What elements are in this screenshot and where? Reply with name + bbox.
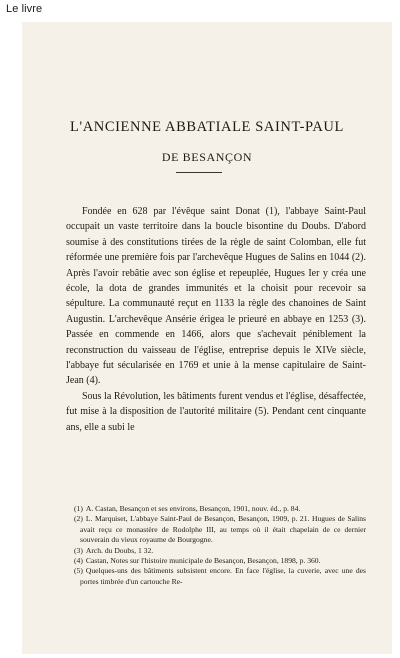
footnotes	[66, 504, 366, 587]
watermark-text: Le livre	[6, 3, 43, 15]
book-page	[22, 22, 392, 654]
footnote-text: L. Marquiset, L'abbaye Saint-Paul de Besançon, Besançon, 1909, p. 21. Hugues de Salins avait reçu ce monastère de Rodolphe III, au temps où il était chapelain de ce dernier souverain du vieux royaume de Bourgogne.	[80, 514, 366, 545]
paragraph: Fondée en 628 par l'évêque saint Donat (1), l'abbaye Saint-Paul occupait un vaste territoire dans la boucle bisontine du Doubs. D'abord soumise à des constitutions tirées de la règle de saint Colomban, elle fut réformée une première fois par l'archevêque Hugues de Salins en 1044 (2). Après l'avoir rebâtie avec son église et repeuplée, Hugues Ier y créa une école, la dota de grandes immunités et la choisit pour recevoir sa sépulture. La communauté reçut en 1133 la règle des chanoines de Saint Augustin. L'archevêque Ansérie érigea le prieuré en abbaye en 1253 (3). Passée en commende en 1466, alors que s'achevait péniblement la reconstruction du vaisseau de l'église, entreprise depuis le XIVe siècle, l'abbaye fut sécularisée en 1769 et unie à la mense capitulaire de Saint-Jean (4).	[66, 206, 366, 387]
footnote	[66, 556, 366, 566]
footnote-number: (5)	[74, 566, 83, 576]
body-text	[66, 204, 366, 435]
footnote-text: Arch. du Doubs, 1 32.	[85, 545, 154, 555]
footnote	[66, 504, 366, 514]
page-subtitle: DE BESANÇON	[161, 150, 253, 164]
paragraph: Sous la Révolution, les bâtiments furent vendus et l'église, désaffectée, fut mise à la disposition de l'autorité militaire (5). Pendant cent cinquante ans, elle a subi le	[66, 390, 366, 433]
footnote-text: Quelques-uns des bâtiments subsistent encore. En face l'église, la cuverie, avec une des portes timbrée d'un cartouche Re-	[80, 566, 366, 586]
footnote	[66, 546, 366, 556]
title-divider	[176, 172, 222, 173]
footnote-number: (1)	[74, 504, 83, 513]
footnote-text: A. Castan, Besançon et ses environs, Besançon, 1901, nouv. éd., p. 84.	[85, 504, 301, 513]
footnote-number: (2)	[74, 514, 83, 524]
page-title: L'ANCIENNE ABBATIALE SAINT-PAUL	[70, 119, 344, 135]
footnote-number: (3)	[74, 545, 83, 555]
footnote	[66, 514, 366, 545]
footnote	[66, 566, 366, 587]
footnote-number: (4)	[74, 556, 83, 566]
footnote-text: Castan, Notes sur l'histoire municipale de Besançon, Besançon, 1898, p. 360.	[85, 556, 321, 566]
